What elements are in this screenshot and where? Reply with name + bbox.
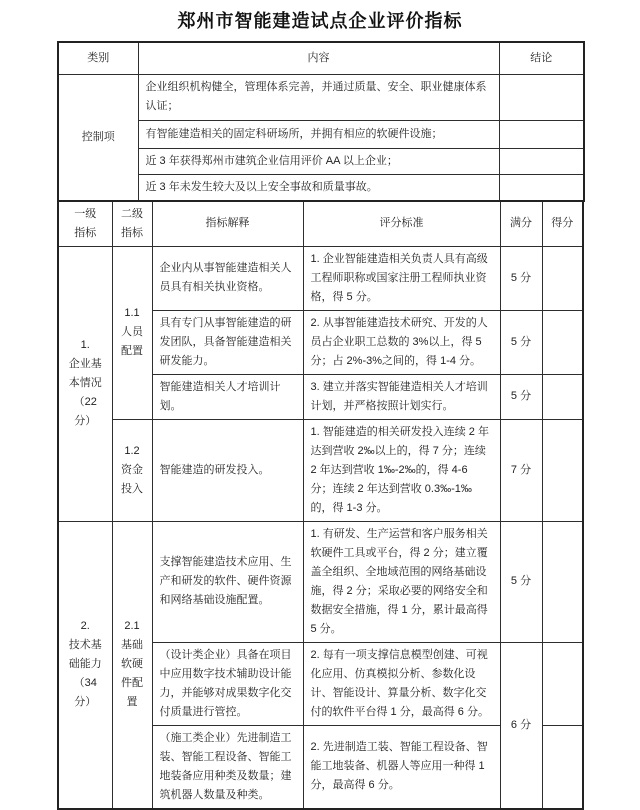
full-score-cell: 5 分 [500, 310, 542, 374]
indicator-row [58, 419, 583, 521]
control-header-row [58, 42, 584, 74]
header-score: 得分 [542, 201, 583, 247]
indicator-row [58, 521, 583, 642]
score-cell [542, 642, 583, 725]
control-item-text: 有智能建造相关的固定科研场所，并拥有相应的软硬件设施； [138, 120, 499, 148]
conclusion-cell [499, 74, 584, 120]
score-cell [542, 246, 583, 310]
control-item-text: 近 3 年获得郑州市建筑企业信用评价 AA 以上企业； [138, 148, 499, 174]
control-row [58, 74, 584, 120]
header-conclusion: 结论 [499, 42, 584, 74]
score-cell [542, 521, 583, 642]
standard-cell: 1. 有研发、生产运营和客户服务相关软硬件工具或平台，得 2 分；建立覆盖全组织、全地域范围的网络基础设施，得 2 分；采取必要的网络安全和数据安全措施，得 1 分，累计最高得 5 分。 [303, 521, 500, 642]
standard-cell: 1. 企业智能建造相关负责人具有高级工程师职称或国家注册工程师执业资格，得 5 分。 [303, 246, 500, 310]
level2-cell-funding: 1.2 资金 投入 [112, 419, 152, 521]
control-item-text: 近 3 年未发生较大及以上安全事故和质量事故。 [138, 174, 499, 201]
standard-cell: 2. 每有一项支撑信息模型创建、可视化应用、仿真模拟分析、参数化设计、智能设计、算量分析、数字化交付的软件平台得 1 分，最高得 6 分。 [303, 642, 500, 725]
full-score-cell: 7 分 [500, 419, 542, 521]
standard-cell: 2. 先进制造工装、智能工程设备、智能工地装备、机器人等应用一种得 1 分，最高得 6 分。 [303, 725, 500, 809]
header-full-score: 满分 [500, 201, 542, 247]
full-score-cell: 5 分 [500, 374, 542, 419]
header-content: 内容 [138, 42, 499, 74]
full-score-cell: 5 分 [500, 521, 542, 642]
explain-cell: 智能建造的研发投入。 [152, 419, 303, 521]
control-table [57, 41, 585, 202]
score-cell [542, 310, 583, 374]
conclusion-cell [499, 120, 584, 148]
explain-cell: 具有专门从事智能建造的研发团队，具备智能建造相关研发能力。 [152, 310, 303, 374]
level2-cell-personnel: 1.1 人员 配置 [112, 246, 152, 419]
indicator-table [57, 200, 584, 810]
level1-cell-technical: 2. 技术基 础能力 （34 分） [58, 521, 112, 809]
header-category: 类别 [58, 42, 138, 74]
control-category-cell: 控制项 [58, 74, 138, 201]
conclusion-cell [499, 148, 584, 174]
header-level1: 一级 指标 [58, 201, 112, 247]
header-level2: 二级 指标 [112, 201, 152, 247]
explain-cell: 智能建造相关人才培训计划。 [152, 374, 303, 419]
standard-cell: 3. 建立并落实智能建造相关人才培训计划，并严格按照计划实行。 [303, 374, 500, 419]
level2-cell-infrastructure: 2.1 基础 软硬 件配 置 [112, 521, 152, 809]
explain-cell: （施工类企业）先进制造工装、智能工程设备、智能工地装备应用种类及数量；建筑机器人数量及种类。 [152, 725, 303, 809]
explain-cell: 企业内从事智能建造相关人员具有相关执业资格。 [152, 246, 303, 310]
control-item-text: 企业组织机构健全，管理体系完善，并通过质量、安全、职业健康体系认证； [138, 74, 499, 120]
document-title: 郑州市智能建造试点企业评价指标 [177, 11, 463, 31]
explain-cell: （设计类企业）具备在项目中应用数字技术辅助设计能力，并能够对成果数字化交付质量进行管控。 [152, 642, 303, 725]
header-standard: 评分标准 [303, 201, 500, 247]
full-score-cell: 5 分 [500, 246, 542, 310]
conclusion-cell [499, 174, 584, 201]
explain-cell: 支撑智能建造技术应用、生产和研发的软件、硬件资源和网络基础设施配置。 [152, 521, 303, 642]
indicator-header-row [58, 201, 583, 247]
indicator-row [58, 246, 583, 310]
score-cell [542, 374, 583, 419]
standard-cell: 1. 智能建造的相关研发投入连续 2 年达到营收 2‰以上的，得 7 分；连续 2 年达到营收 1‰-2‰的，得 4-6 分；连续 2 年达到营收 0.3‰-1‰的，得 1-3 分。 [303, 419, 500, 521]
score-cell [542, 419, 583, 521]
full-score-cell-merged: 6 分 [500, 642, 542, 809]
score-cell [542, 725, 583, 809]
level1-cell-basic: 1. 企业基 本情况 （22 分） [58, 246, 112, 521]
header-explain: 指标解释 [152, 201, 303, 247]
standard-cell: 2. 从事智能建造技术研究、开发的人员占企业职工总数的 3%以上，得 5 分；占 2%-3%之间的，得 1-4 分。 [303, 310, 500, 374]
